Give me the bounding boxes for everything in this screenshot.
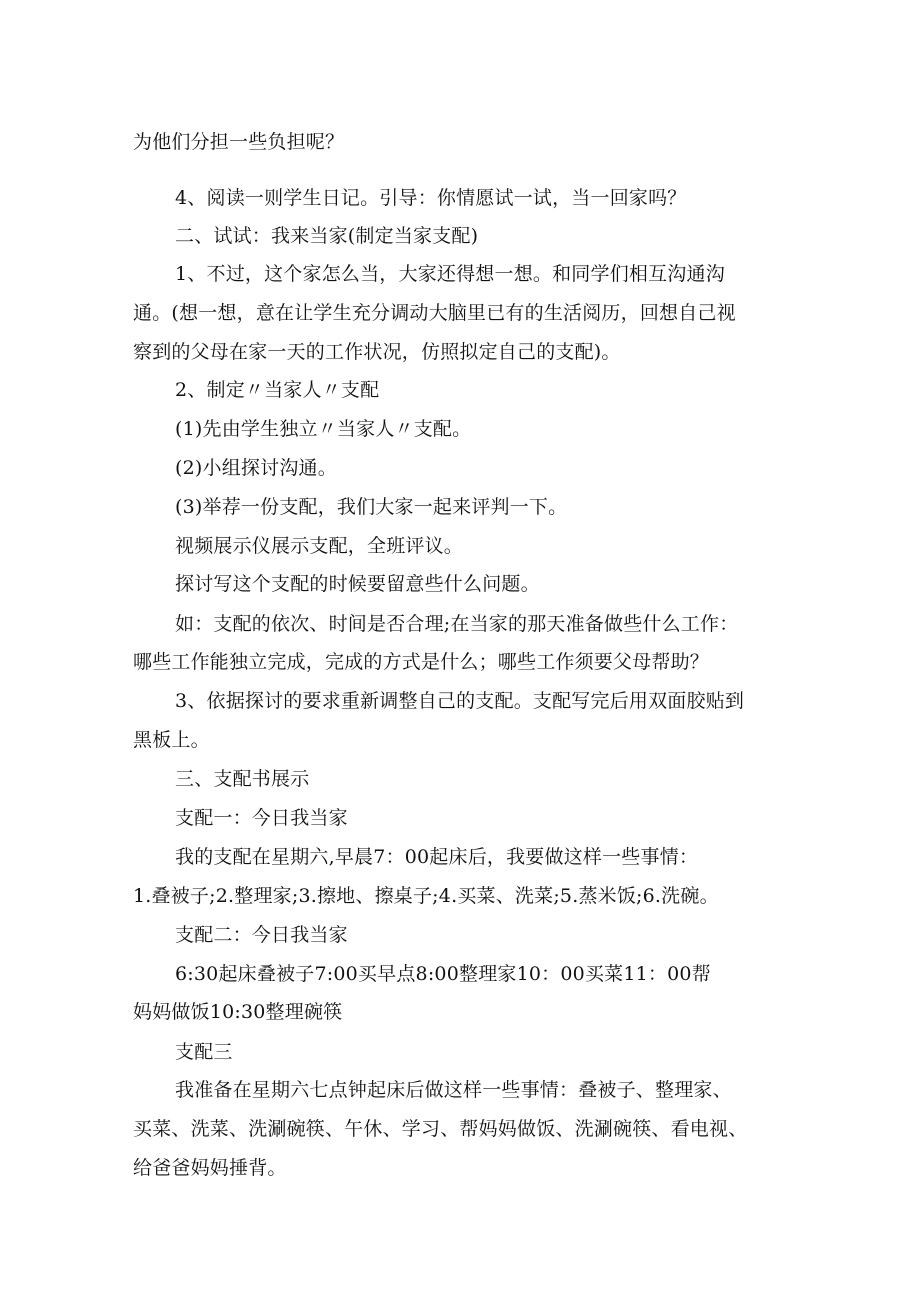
text-line: (3)举荐一份支配，我们大家一起来评判一下。 <box>175 496 568 518</box>
text-line: 支配一：今日我当家 <box>175 807 348 829</box>
text-line: 为他们分担一些负担呢？ <box>133 131 345 153</box>
text-line: 我的支配在星期六,早晨7：00起床后，我要做这样一些事情： <box>175 846 699 868</box>
text-line: 4、阅读一则学生日记。引导：你情愿试一试，当一回家吗？ <box>175 187 687 209</box>
text-line: 支配二：今日我当家 <box>175 924 348 946</box>
text-line: 视频展示仪展示支配，全班评议。 <box>175 535 464 557</box>
text-line: 如：支配的依次、时间是否合理;在当家的那天准备做些什么工作： <box>175 613 739 635</box>
text-line: 1.叠被子;2.整理家;3.擦地、擦桌子;4.买菜、洗菜;5.蒸米饭;6.洗碗。 <box>133 885 719 907</box>
text-line: (2)小组探讨沟通。 <box>175 457 337 479</box>
text-line: 妈妈做饭10:30整理碗筷 <box>133 1001 343 1023</box>
text-line: 支配三 <box>175 1041 233 1063</box>
text-line: 3、依据探讨的要求重新调整自己的支配。支配写完后用双面胶贴到 <box>175 690 745 712</box>
text-line: 6:30起床叠被子7:00买早点8:00整理家10：00买菜11：00帮 <box>175 963 711 985</box>
text-line: 察到的父母在家一天的工作状况，仿照拟定自己的支配)。 <box>133 341 621 363</box>
text-line: 我准备在星期六七点钟起床后做这样一些事情：叠被子、整理家、 <box>175 1079 732 1101</box>
text-line: 探讨写这个支配的时候要留意些什么问题。 <box>175 573 540 595</box>
text-line: 通。(想一想，意在让学生充分调动大脑里已有的生活阅历，回想自己视 <box>133 302 736 324</box>
text-line: 2、制定〃当家人〃支配 <box>175 379 380 401</box>
section-heading: 三、支配书展示 <box>175 768 310 790</box>
text-line: 黑板上。 <box>133 729 210 751</box>
text-line: 买菜、洗菜、洗涮碗筷、午休、学习、帮妈妈做饭、洗涮碗筷、看电视、 <box>133 1118 748 1140</box>
text-line: 1、不过，这个家怎么当，大家还得想一想。和同学们相互沟通沟 <box>175 263 725 285</box>
text-line: (1)先由学生独立〃当家人〃支配。 <box>175 418 472 440</box>
section-heading: 二、试试：我来当家(制定当家支配) <box>175 225 479 247</box>
text-line: 给爸爸妈妈捶背。 <box>133 1157 287 1179</box>
text-line: 哪些工作能独立完成，完成的方式是什么；哪些工作须要父母帮助？ <box>133 651 710 673</box>
